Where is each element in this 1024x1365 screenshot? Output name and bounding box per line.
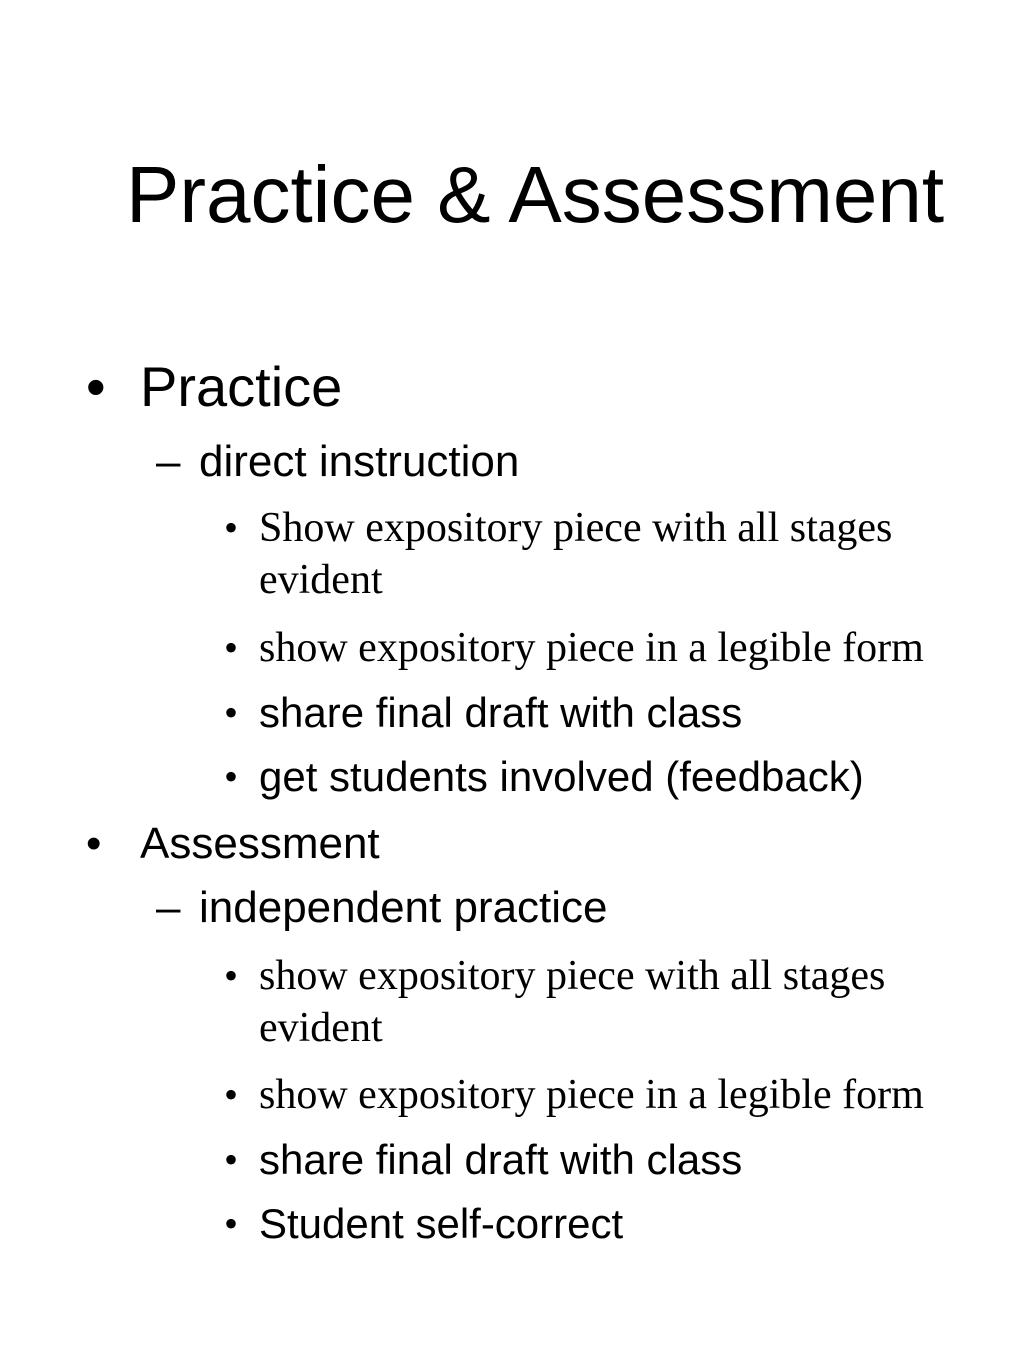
bullet-marker: • xyxy=(224,754,239,799)
list-item-text: show expository piece in a legible form xyxy=(259,625,924,671)
bullet-marker: • xyxy=(224,690,239,735)
dash-marker: – xyxy=(156,437,181,486)
list-item-text: share final draft with class xyxy=(259,689,743,736)
dash-marker: – xyxy=(156,883,181,932)
list-item-text: get students involved (feedback) xyxy=(259,753,864,800)
bullet-marker: • xyxy=(224,953,239,998)
bullet-marker: • xyxy=(86,355,106,418)
bullet-marker: • xyxy=(224,1137,239,1182)
bullet-marker: • xyxy=(224,505,239,550)
list-item-text: share final draft with class xyxy=(259,1136,743,1183)
bullet-marker: • xyxy=(86,819,102,868)
list-item-text: show expository piece in a legible form xyxy=(259,1072,924,1118)
bullet-heading: Assessment xyxy=(140,819,380,868)
list-item-text: Student self-correct xyxy=(259,1200,624,1247)
bullet-marker: • xyxy=(224,1072,239,1117)
sub-item-label: independent practice xyxy=(199,883,608,932)
sub-item-label: direct instruction xyxy=(199,437,520,486)
list-item-text: show expository piece with all stages evident xyxy=(259,953,886,1051)
bullet-marker: • xyxy=(224,625,239,670)
bullet-marker: • xyxy=(224,1201,239,1246)
slide-title: Practice & Assessment xyxy=(125,150,945,239)
list-item-text: Show expository piece with all stages evident xyxy=(259,505,893,603)
bullet-heading: Practice xyxy=(140,355,343,418)
